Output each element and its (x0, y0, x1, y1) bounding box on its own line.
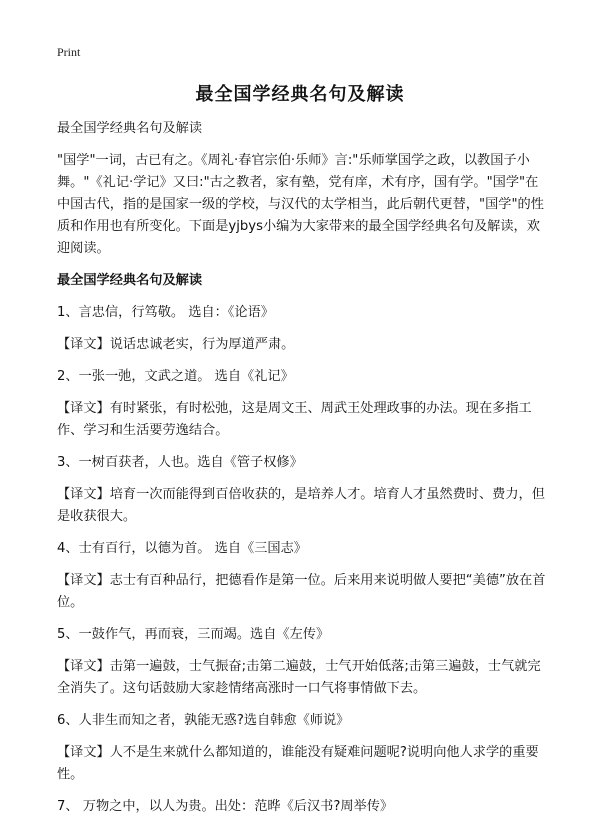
translation-1: 【译文】说话忠诚老实，行为厚道严肃。 (57, 337, 295, 352)
translation-6: 【译文】人不是生来就什么都知道的，谁能没有疑难问题呢?说明向他人求学的重要性。 (57, 745, 539, 782)
translation-4: 【译文】志士有百种品行，把德看作是第一位。后来用来说明做人要把“美德”放在首位。 (57, 573, 546, 610)
translation-5: 【译文】击第一遍鼓，士气振奋;击第二遍鼓，士气开始低落;击第三遍鼓，士气就完全消失了。这句话鼓励大家趁情绪高涨时一口气将事情做下去。 (57, 659, 541, 696)
quote-3: 3、一树百获者，人也。选自《管子权修》 (57, 455, 303, 470)
quote-7: 7、 万物之中，以人为贵。出处：范晔《后汉书?周举传》 (57, 799, 394, 814)
translation-2: 【译文】有时紧张，有时松弛，这是周文王、周武王处理政事的办法。现在多指工作、学习和生活要劳逸结合。 (57, 401, 532, 438)
quote-1: 1、言忠信，行笃敬。 选自：《论语》 (57, 305, 274, 320)
quote-5: 5、一鼓作气，再而衰，三而竭。选自《左传》 (57, 627, 330, 642)
page-title: 最全国学经典名句及解读 (195, 84, 405, 105)
translation-3: 【译文】培育一次而能得到百倍收获的，是培养人才。培育人才虽然费时、费力，但是收获很大。 (57, 487, 545, 524)
print-link[interactable]: Print (57, 45, 81, 59)
section-heading: 最全国学经典名句及解读 (57, 273, 203, 288)
intro-paragraph: "国学"一词，古已有之。《周礼·春官宗伯·乐师》言:"乐师掌国学之政，以教国子小舞。"《礼记·学记》又曰:"古之教者，家有塾，党有庠，术有序，国有学。"国学"在中国古代，指的是国家一级的学校，与汉代的太学相当，此后朝代更替，"国学"的性质和作用也有所变化。下面是yjbys小编为大家带来的最全国学经典名句及解读，欢迎阅读。 (57, 153, 544, 256)
article-subtitle: 最全国学经典名句及解读 (57, 121, 203, 136)
article-body (57, 118, 549, 828)
quote-6: 6、人非生而知之者，孰能无惑?选自韩愈《师说》 (57, 713, 350, 728)
quote-4: 4、士有百行，以德为首。 选自《三国志》 (57, 541, 307, 556)
quote-2: 2、一张一弛，文武之道。 选自《礼记》 (57, 369, 294, 384)
